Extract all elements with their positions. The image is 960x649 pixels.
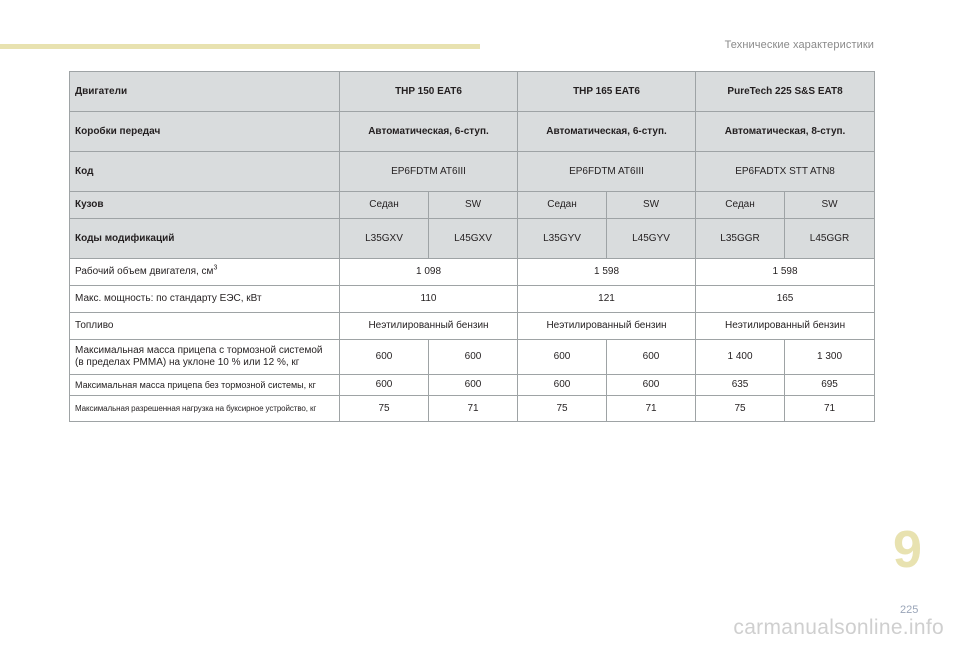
table-cell: SW [429, 192, 518, 219]
table-cell: L45GXV [429, 219, 518, 259]
table-cell: 1 098 [340, 259, 518, 286]
table-row-max-power [70, 286, 875, 313]
row-label-fuel: Топливо [70, 313, 340, 340]
row-label-gearbox: Коробки передач [70, 112, 340, 152]
table-cell: Автоматическая, 6-ступ. [518, 112, 696, 152]
row-label-tow-load: Максимальная разрешенная нагрузка на буксирное устройство, кг [70, 396, 340, 422]
table-cell: Автоматическая, 8-ступ. [696, 112, 875, 152]
table-cell: EP6FADTX STT ATN8 [696, 152, 875, 192]
table-cell: 71 [785, 396, 875, 422]
label-line: Максимальная масса прицепа с тормозной системой [75, 345, 323, 356]
chapter-number: 9 [893, 521, 922, 579]
table-cell: THP 165 EAT6 [518, 72, 696, 112]
table-cell: 1 400 [696, 340, 785, 375]
table-cell: 600 [429, 375, 518, 396]
row-label-body: Кузов [70, 192, 340, 219]
table-cell: Автоматическая, 6-ступ. [340, 112, 518, 152]
table-row-modification-codes [70, 219, 875, 259]
volume-label-text: Рабочий объем двигателя, см [75, 266, 214, 277]
table-cell: Неэтилированный бензин [518, 313, 696, 340]
table-cell: 600 [518, 340, 607, 375]
table-row-code [70, 152, 875, 192]
table-row-tow-load [70, 396, 875, 422]
table-cell: L35GYV [518, 219, 607, 259]
volume-unit-superscript: 3 [213, 264, 218, 272]
row-label-code: Код [70, 152, 340, 192]
table-cell: L35GXV [340, 219, 429, 259]
specifications-table [69, 71, 875, 422]
table-cell: 1 300 [785, 340, 875, 375]
table-cell: L45GYV [607, 219, 696, 259]
table-row-trailer-unbraked [70, 375, 875, 396]
label-line: (в пределах РММА) на уклоне 10 % или 12 %, кг [75, 357, 300, 368]
row-label-engine-volume [70, 259, 340, 286]
table-cell: 600 [340, 375, 429, 396]
row-label-engines: Двигатели [70, 72, 340, 112]
table-cell: L35GGR [696, 219, 785, 259]
table-row-trailer-braked [70, 340, 875, 375]
table-cell: 600 [607, 375, 696, 396]
table-cell: 121 [518, 286, 696, 313]
table-row-gearbox [70, 112, 875, 152]
table-cell: EP6FDTM AT6III [340, 152, 518, 192]
table-cell: 75 [340, 396, 429, 422]
table-cell: 75 [696, 396, 785, 422]
row-label-trailer-unbraked: Максимальная масса прицепа без тормозной системы, кг [70, 375, 340, 396]
table-cell: 600 [429, 340, 518, 375]
table-cell: Седан [696, 192, 785, 219]
table-row-engines [70, 72, 875, 112]
row-label-max-power: Макс. мощность: по стандарту ЕЭС, кВт [70, 286, 340, 313]
table-row-fuel [70, 313, 875, 340]
table-cell: 600 [607, 340, 696, 375]
table-cell: 600 [340, 340, 429, 375]
table-cell: Седан [518, 192, 607, 219]
table-cell: 635 [696, 375, 785, 396]
table-cell: 71 [429, 396, 518, 422]
table-cell: L45GGR [785, 219, 875, 259]
table-row-engine-volume [70, 259, 875, 286]
table-cell: 1 598 [518, 259, 696, 286]
table-cell: 71 [607, 396, 696, 422]
watermark: carmanualsonline.info [733, 616, 944, 639]
row-label-trailer-braked [70, 340, 340, 375]
section-title: Технические характеристики [724, 39, 874, 51]
page-number: 225 [900, 604, 919, 616]
table-cell: 600 [518, 375, 607, 396]
table-cell: 75 [518, 396, 607, 422]
table-cell: SW [785, 192, 875, 219]
table-cell: 110 [340, 286, 518, 313]
table-cell: Неэтилированный бензин [696, 313, 875, 340]
table-cell: 165 [696, 286, 875, 313]
table-cell: SW [607, 192, 696, 219]
row-label-modification-codes: Коды модификаций [70, 219, 340, 259]
table-cell: PureTech 225 S&S EAT8 [696, 72, 875, 112]
table-cell: Неэтилированный бензин [340, 313, 518, 340]
table-cell: 1 598 [696, 259, 875, 286]
table-cell: Седан [340, 192, 429, 219]
table-cell: 695 [785, 375, 875, 396]
table-cell: EP6FDTM AT6III [518, 152, 696, 192]
table-cell: THP 150 EAT6 [340, 72, 518, 112]
header-accent-bar [0, 44, 480, 49]
table-row-body [70, 192, 875, 219]
